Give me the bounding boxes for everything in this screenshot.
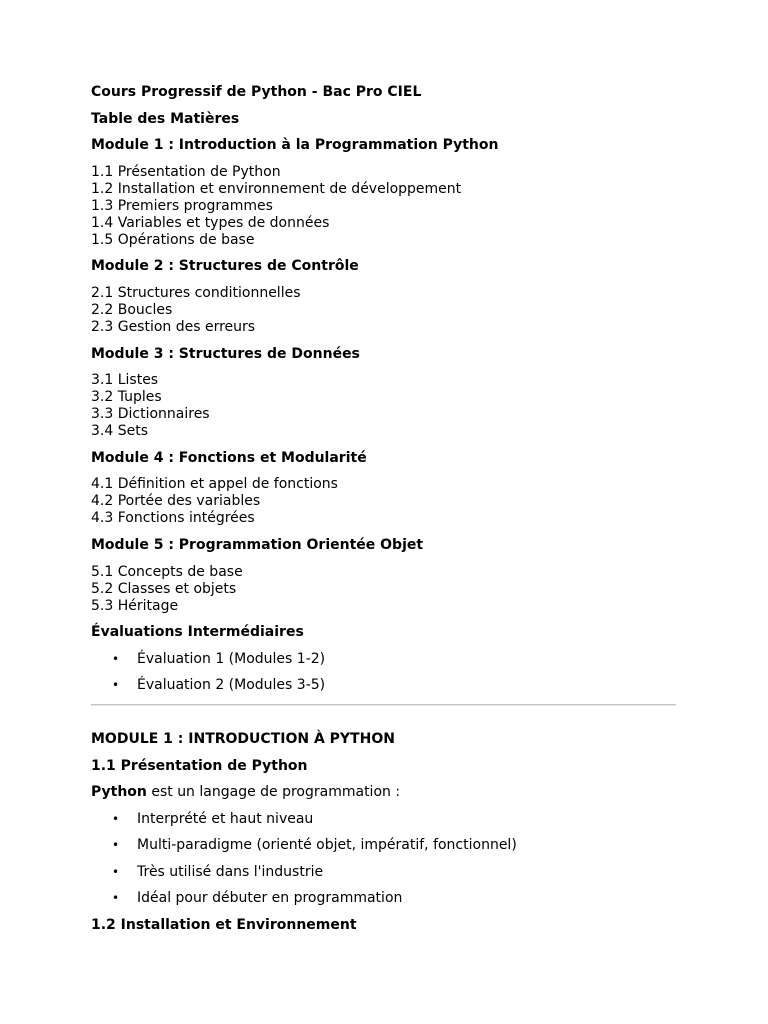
module-toc-list xyxy=(91,372,676,440)
evaluations-list xyxy=(91,651,676,695)
bullet-icon: • xyxy=(112,651,120,666)
bullet-icon: • xyxy=(112,811,120,826)
subsection-heading: 1.2 Installation et Environnement xyxy=(91,917,357,934)
list-item xyxy=(91,651,676,668)
toc-entry: 1.4 Variables et types de données xyxy=(91,214,330,231)
toc-entry: 3.1 Listes xyxy=(91,372,159,389)
toc-entry: 3.3 Dictionnaires xyxy=(91,406,210,423)
module-heading: Module 3 : Structures de Données xyxy=(91,345,360,362)
list-item-label: Évaluation 1 (Modules 1-2) xyxy=(137,650,326,667)
evaluations-heading: Évaluations Intermédiaires xyxy=(91,624,304,641)
list-item xyxy=(91,811,676,828)
toc-entry: 4.2 Portée des variables xyxy=(91,493,261,510)
toc-entry: 1.2 Installation et environnement de développement xyxy=(91,180,462,197)
toc-entry: 5.2 Classes et objets xyxy=(91,580,237,597)
python-bold-term: Python xyxy=(91,784,147,801)
bullet-icon: • xyxy=(112,838,120,853)
list-item xyxy=(91,890,676,907)
module-heading: Module 2 : Structures de Contrôle xyxy=(91,258,359,275)
module-heading: Module 1 : Introduction à la Programmation Python xyxy=(91,137,499,154)
bullet-icon: • xyxy=(112,891,120,906)
horizontal-rule xyxy=(91,704,676,706)
section-heading: MODULE 1 : INTRODUCTION À PYTHON xyxy=(91,730,395,747)
list-item xyxy=(91,837,676,854)
list-item-label: Idéal pour débuter en programmation xyxy=(137,890,403,907)
list-item-label: Très utilisé dans l'industrie xyxy=(137,863,324,880)
toc-entry: 3.4 Sets xyxy=(91,423,148,440)
bullet-icon: • xyxy=(112,678,120,693)
list-item xyxy=(91,677,676,694)
toc-entry: 2.1 Structures conditionnelles xyxy=(91,284,301,301)
toc-entry: 4.1 Définition et appel de fonctions xyxy=(91,476,338,493)
module-heading: Module 4 : Fonctions et Modularité xyxy=(91,449,367,466)
toc-entry: 3.2 Tuples xyxy=(91,389,162,406)
module-heading: Module 5 : Programmation Orientée Objet xyxy=(91,536,424,553)
list-item xyxy=(91,864,676,881)
module-toc-list xyxy=(91,285,676,336)
toc-entry: 5.1 Concepts de base xyxy=(91,563,243,580)
list-item-label: Interprété et haut niveau xyxy=(137,810,314,827)
subsection-heading: 1.1 Présentation de Python xyxy=(91,757,308,774)
list-item-label: Multi-paradigme (orienté objet, impératif, fonctionnel) xyxy=(137,837,517,854)
toc-entry: 4.3 Fonctions intégrées xyxy=(91,510,255,527)
toc-entry: 5.3 Héritage xyxy=(91,597,179,614)
intro-text: est un langage de programmation : xyxy=(146,784,401,801)
python-features-list xyxy=(91,811,676,908)
toc-entry: 2.3 Gestion des erreurs xyxy=(91,318,256,335)
bullet-icon: • xyxy=(112,864,120,879)
toc-heading: Table des Matières xyxy=(91,110,240,127)
toc-entry: 2.2 Boucles xyxy=(91,301,173,318)
intro-paragraph xyxy=(91,784,676,801)
list-item-label: Évaluation 2 (Modules 3-5) xyxy=(137,677,326,694)
toc-entry: 1.1 Présentation de Python xyxy=(91,163,281,180)
document-title: Cours Progressif de Python - Bac Pro CIEL xyxy=(91,84,422,100)
toc-entry: 1.3 Premiers programmes xyxy=(91,197,273,214)
module-toc-list xyxy=(91,476,676,527)
module-toc-list xyxy=(91,564,676,615)
toc-entry: 1.5 Opérations de base xyxy=(91,231,255,248)
module-toc-list xyxy=(91,164,676,249)
document-page xyxy=(91,84,676,944)
